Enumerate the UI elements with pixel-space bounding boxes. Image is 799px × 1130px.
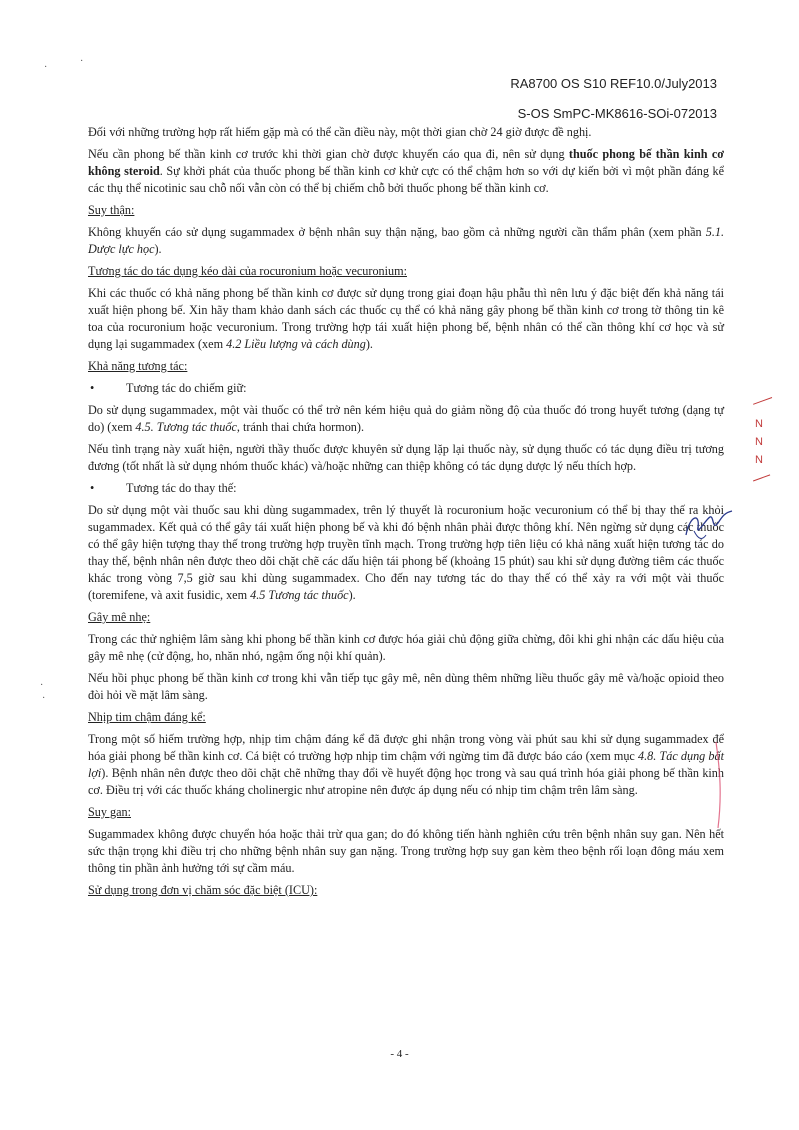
- paragraph: Do sử dụng một vài thuốc sau khi dùng sugammadex, trên lý thuyết là rocuronium hoặc vecuronium có thể bị thay thế ra khỏi sugammadex. Kết quả có thể gây tái xuất hiện phong bế và khi đó bệnh nhân phải được thông khí. Nên ngừng sử dụng các thuốc có thể gây hiện tượng thay thế trong trường hợp truyền tĩnh mạch. Trong trường hợp tiên liệu có khả năng xuất hiện tương tác do thay thế, bệnh nhân nên được theo dõi chặt chẽ các dấu hiện tái phong bế (khoảng 15 phút) sau khi sử dụng đường tiêm các thuốc khác trong vòng 7,5 giờ sau khi dùng sugammadex. Cho đến nay tương tác do thay thế có thể xảy ra với một vài thuốc (toremifene, và axit fusidic, xem 4.5 Tương tác thuốc).: [88, 503, 724, 602]
- paragraph: Đối với những trường hợp rất hiếm gặp mà có thể cần điều này, một thời gian chờ 24 giờ được đề nghị.: [88, 125, 592, 139]
- cross-reference: 5.1. Dược lực học: [88, 225, 724, 256]
- document-code: S-OS SmPC-MK8616-SOi-072013: [517, 106, 717, 121]
- cross-reference: 4.5. Tương tác thuốc: [135, 420, 237, 434]
- bullet-item: • Tương tác do thay thế:: [90, 481, 237, 495]
- stamp-mark: [755, 400, 785, 492]
- bullet-item: • Tương tác do chiếm giữ:: [90, 381, 247, 395]
- bold-term: thuốc phong bế thần kinh cơ không steroid: [88, 147, 724, 178]
- stamp-letter: N: [755, 436, 763, 448]
- stamp-letter: N: [755, 418, 763, 430]
- section-heading: Suy thận:: [88, 203, 135, 217]
- stamp-stroke: [753, 474, 775, 494]
- paragraph: Nếu tình trạng này xuất hiện, người thầy thuốc được khuyên sử dụng lặp lại thuốc này, sử dụng thuốc có tác dụng điều trị tương đương (tốt nhất là sử dụng nhóm thuốc khác) và/hoặc những can thiệp không có tác dụng dược lý nếu thích hợp.: [88, 442, 724, 473]
- scan-speck: ·: [42, 693, 46, 704]
- page-number: - 4 -: [390, 1048, 409, 1060]
- paragraph: Trong một số hiếm trường hợp, nhịp tim chậm đáng kể đã được ghi nhận trong vòng vài phút sau khi sử dụng sugammadex để hóa giải phong bế thần kinh cơ. Cá biệt có trường hợp nhịp tim chậm với ngừng tim đã được báo cáo (xem mục 4.8. Tác dụng bất lợi). Bệnh nhân nên được theo dõi chặt chẽ những thay đổi về huyết động học trong và sau quá trình hóa giải phong bế thần kinh cơ. Điều trị với các thuốc kháng cholinergic như atropine nên được áp dụng nếu có nhịp tim chậm trên lâm sàng.: [88, 732, 724, 797]
- scan-speck: ·: [44, 62, 48, 73]
- paragraph: Nếu cần phong bế thần kinh cơ trước khi thời gian chờ được khuyến cáo qua đi, nên sử dụng thuốc phong bế thần kinh cơ không steroid. Sự khởi phát của thuốc phong bế thần kinh cơ khử cực có thể chậm hơn so với dự kiến bởi vì một phần đáng kể các thụ thể nicotinic sau chỗ nối vẫn còn có thể bị chiếm chỗ bởi thuốc phong bế thần kinh cơ.: [88, 147, 724, 195]
- section-heading: Khả năng tương tác:: [88, 359, 188, 373]
- section-heading: Nhịp tim chậm đáng kể:: [88, 710, 206, 724]
- bullet-icon: •: [90, 381, 95, 395]
- section-heading: Tương tác do tác dụng kéo dài của rocuronium hoặc vecuronium:: [88, 264, 407, 278]
- section-heading: Gây mê nhẹ:: [88, 610, 151, 624]
- paragraph: Không khuyến cáo sử dụng sugammadex ở bệnh nhân suy thận nặng, bao gồm cả những người cần thẩm phân (xem phần 5.1. Dược lực học).: [88, 225, 724, 256]
- paragraph: Sugammadex không được chuyển hóa hoặc thải trừ qua gan; do đó không tiến hành nghiên cứu trên bệnh nhân suy gan. Nên hết sức thận trọng khi điều trị cho những bệnh nhân suy gan nặng. Trong trường hợp suy gan kèm theo bệnh rối loạn đông máu xem thông tin phần ảnh hưởng tới sự cầm máu.: [88, 827, 724, 875]
- section-heading: Suy gan:: [88, 805, 131, 819]
- pen-mark: [708, 740, 728, 830]
- cross-reference: 4.8. Tác dụng bất lợi: [88, 749, 724, 780]
- paragraph: Khi các thuốc có khả năng phong bế thần kinh cơ được sử dụng trong giai đoạn hậu phẫu thì nên lưu ý đặc biệt đến khả năng tái xuất hiện phong bế. Xin hãy tham khảo danh sách các thuốc cụ thể có khả năng gây phong bế thần kinh cơ trong tờ thông tin kê toa của rocuronium hoặc vecuronium. Trong trường hợp tái xuất hiện phong bế, bệnh nhân có thể cần thông khí cơ học và sử dụng lại sugammadex (xem 4.2 Liều lượng và cách dùng).: [88, 286, 724, 351]
- cross-reference: 4.5 Tương tác thuốc: [250, 588, 349, 602]
- bullet-icon: •: [90, 481, 95, 495]
- paragraph: Nếu hồi phục phong bế thần kinh cơ trong khi vẫn tiếp tục gây mê, nên dùng thêm những liều thuốc gây mê và/hoặc opioid theo đòi hỏi về mặt lâm sàng.: [88, 671, 724, 702]
- document-body: [88, 124, 724, 904]
- paragraph: Do sử dụng sugammadex, một vài thuốc có thể trở nên kém hiệu quả do giảm nồng độ của thuốc đó trong huyết tương (dạng tự do) (xem 4.5. Tương tác thuốc, tránh thai chứa hormon).: [88, 403, 724, 434]
- stamp-letter: N: [755, 454, 763, 466]
- section-heading: Sử dụng trong đơn vị chăm sóc đặc biệt (ICU):: [88, 883, 318, 897]
- paragraph: Trong các thử nghiệm lâm sàng khi phong bế thần kinh cơ được hóa giải chủ động giữa chừng, đôi khi ghi nhận các dấu hiệu của gây mê nhẹ (cử động, ho, nhăn nhó, ngậm ống nội khí quản).: [88, 632, 724, 663]
- cross-reference: 4.2 Liều lượng và cách dùng: [226, 337, 366, 351]
- scan-speck: ·: [40, 680, 44, 691]
- document-reference: RA8700 OS S10 REF10.0/July2013: [510, 76, 717, 91]
- scan-speck: ·: [80, 56, 84, 67]
- handwritten-signature: [680, 505, 740, 545]
